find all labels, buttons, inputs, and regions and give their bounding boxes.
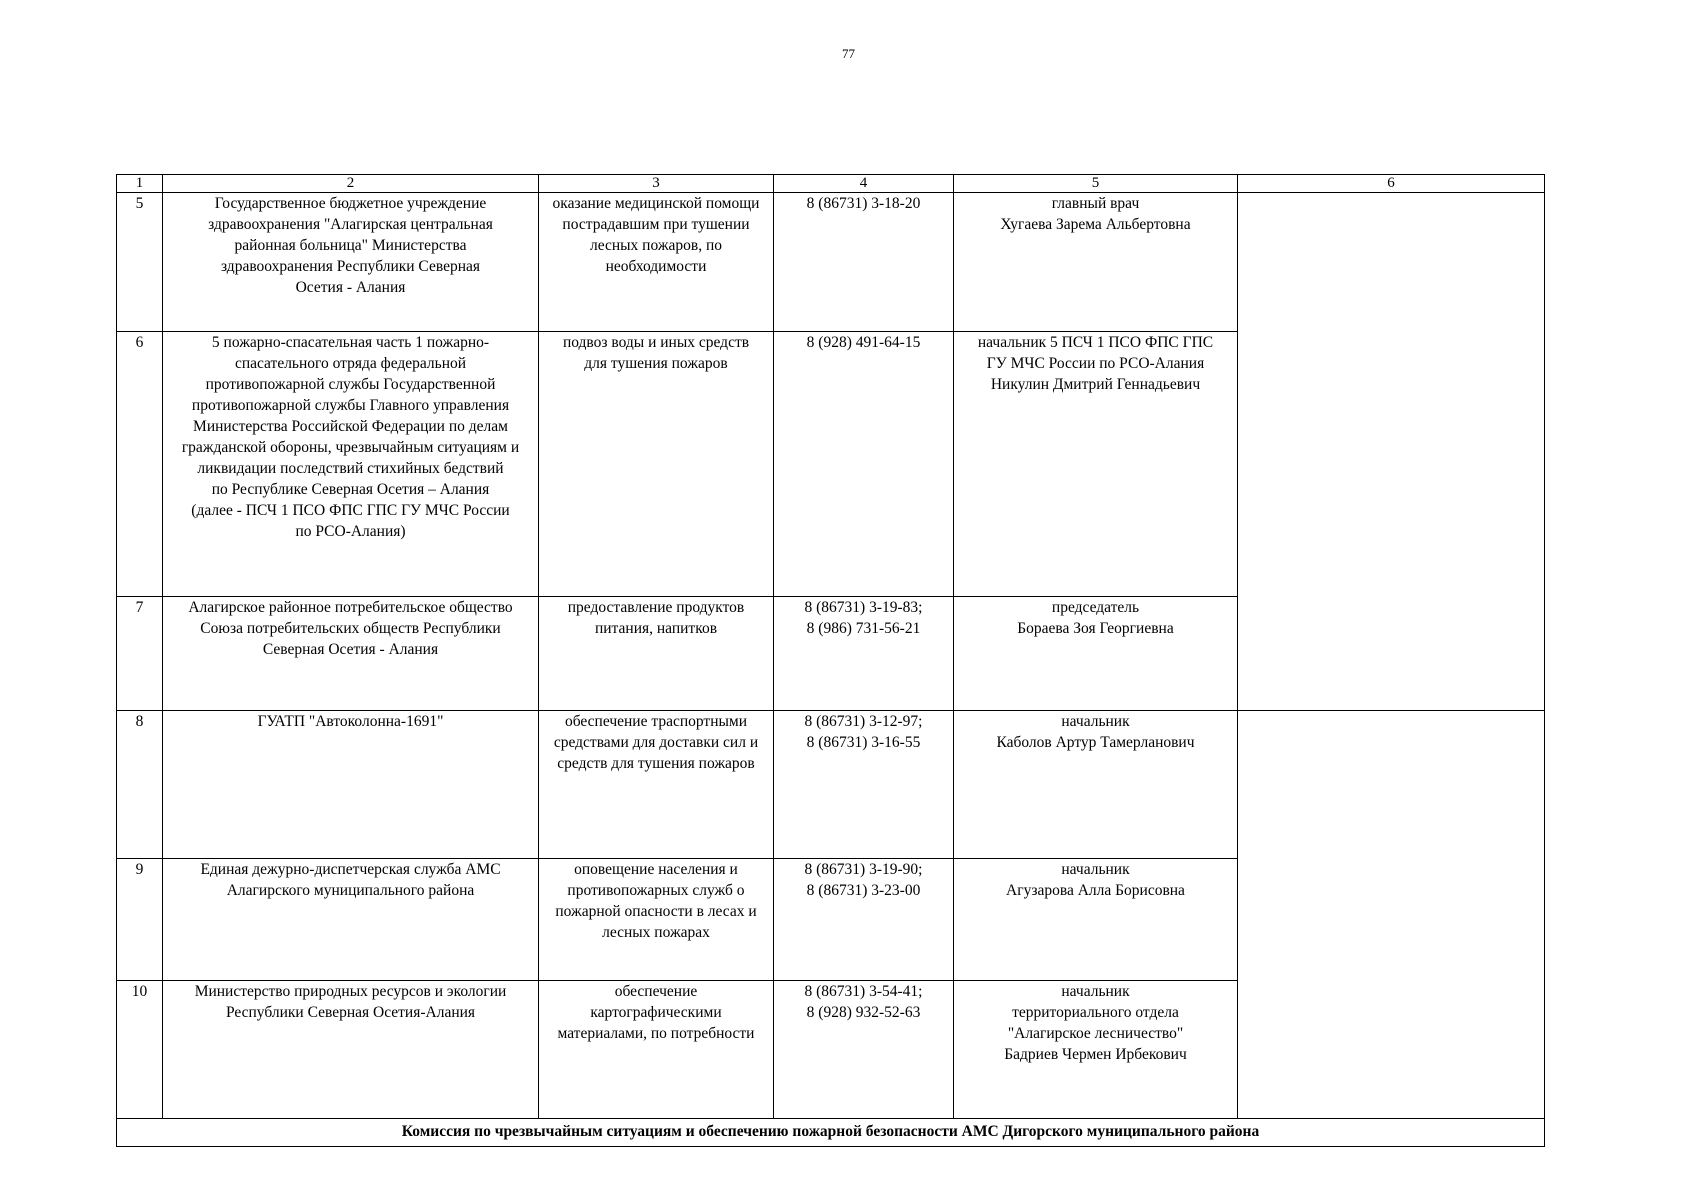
contact-cell: начальник территориального отдела "Алагирское лесничество" Бадриев Чермен Ирбекович — [954, 981, 1238, 1119]
section-heading: Комиссия по чрезвычайным ситуациям и обеспечению пожарной безопасности АМС Дигорского муниципального района — [117, 1119, 1545, 1147]
row-number: 7 — [117, 597, 163, 711]
phone-cell: 8 (928) 491-64-15 — [774, 332, 954, 597]
contact-cell: начальник 5 ПСЧ 1 ПСО ФПС ГПС ГУ МЧС России по РСО-Алания Никулин Дмитрий Геннадьевич — [954, 332, 1238, 597]
table-row — [117, 193, 1545, 332]
section-heading-row — [117, 1119, 1545, 1147]
task-cell: подвоз воды и иных средств для тушения пожаров — [539, 332, 774, 597]
header-cell: 4 — [774, 175, 954, 193]
organization-cell: 5 пожарно-спасательная часть 1 пожарно- спасательного отряда федеральной противопожарной службы Государственной противопожарной службы Главного управления Министерства Российской Федерации по делам гражданской обороны, чрезвычайным ситуациям и ликвидации последствий стихийных бедствий по Республике Северная Осетия – Алания (далее - ПСЧ 1 ПСО ФПС ГПС ГУ МЧС России по РСО-Алания) — [163, 332, 539, 597]
table-row — [117, 711, 1545, 859]
column-6-cell — [1238, 193, 1545, 711]
phone-cell: 8 (86731) 3-19-90; 8 (86731) 3-23-00 — [774, 859, 954, 981]
row-number: 6 — [117, 332, 163, 597]
phone-cell: 8 (86731) 3-18-20 — [774, 193, 954, 332]
task-cell: оказание медицинской помощи пострадавшим при тушении лесных пожаров, по необходимости — [539, 193, 774, 332]
contacts-table — [116, 174, 1545, 1147]
phone-cell: 8 (86731) 3-19-83; 8 (986) 731-56-21 — [774, 597, 954, 711]
header-cell: 2 — [163, 175, 539, 193]
header-cell: 5 — [954, 175, 1238, 193]
contact-cell: председатель Бораева Зоя Георгиевна — [954, 597, 1238, 711]
organization-cell: Государственное бюджетное учреждение здравоохранения "Алагирская центральная районная больница" Министерства здравоохранения Республики Северная Осетия - Алания — [163, 193, 539, 332]
organization-cell: Единая дежурно-диспетчерская служба АМС Алагирского муниципального района — [163, 859, 539, 981]
row-number: 8 — [117, 711, 163, 859]
phone-cell: 8 (86731) 3-12-97; 8 (86731) 3-16-55 — [774, 711, 954, 859]
row-number: 9 — [117, 859, 163, 981]
task-cell: обеспечение картографическими материалами, по потребности — [539, 981, 774, 1119]
column-6-cell — [1238, 711, 1545, 1119]
page-number: 77 — [842, 46, 855, 61]
contact-cell: начальник Агузарова Алла Борисовна — [954, 859, 1238, 981]
contact-cell: главный врач Хугаева Зарема Альбертовна — [954, 193, 1238, 332]
organization-cell: ГУАТП "Автоколонна-1691" — [163, 711, 539, 859]
contact-cell: начальник Каболов Артур Тамерланович — [954, 711, 1238, 859]
task-cell: оповещение населения и противопожарных служб о пожарной опасности в лесах и лесных пожарах — [539, 859, 774, 981]
task-cell: обеспечение траспортными средствами для доставки сил и средств для тушения пожаров — [539, 711, 774, 859]
task-cell: предоставление продуктов питания, напитков — [539, 597, 774, 711]
row-number: 10 — [117, 981, 163, 1119]
header-cell: 1 — [117, 175, 163, 193]
table-header-row — [117, 175, 1545, 193]
organization-cell: Министерство природных ресурсов и экологии Республики Северная Осетия-Алания — [163, 981, 539, 1119]
row-number: 5 — [117, 193, 163, 332]
header-cell: 6 — [1238, 175, 1545, 193]
header-cell: 3 — [539, 175, 774, 193]
phone-cell: 8 (86731) 3-54-41; 8 (928) 932-52-63 — [774, 981, 954, 1119]
organization-cell: Алагирское районное потребительское общество Союза потребительских обществ Республики Северная Осетия - Алания — [163, 597, 539, 711]
